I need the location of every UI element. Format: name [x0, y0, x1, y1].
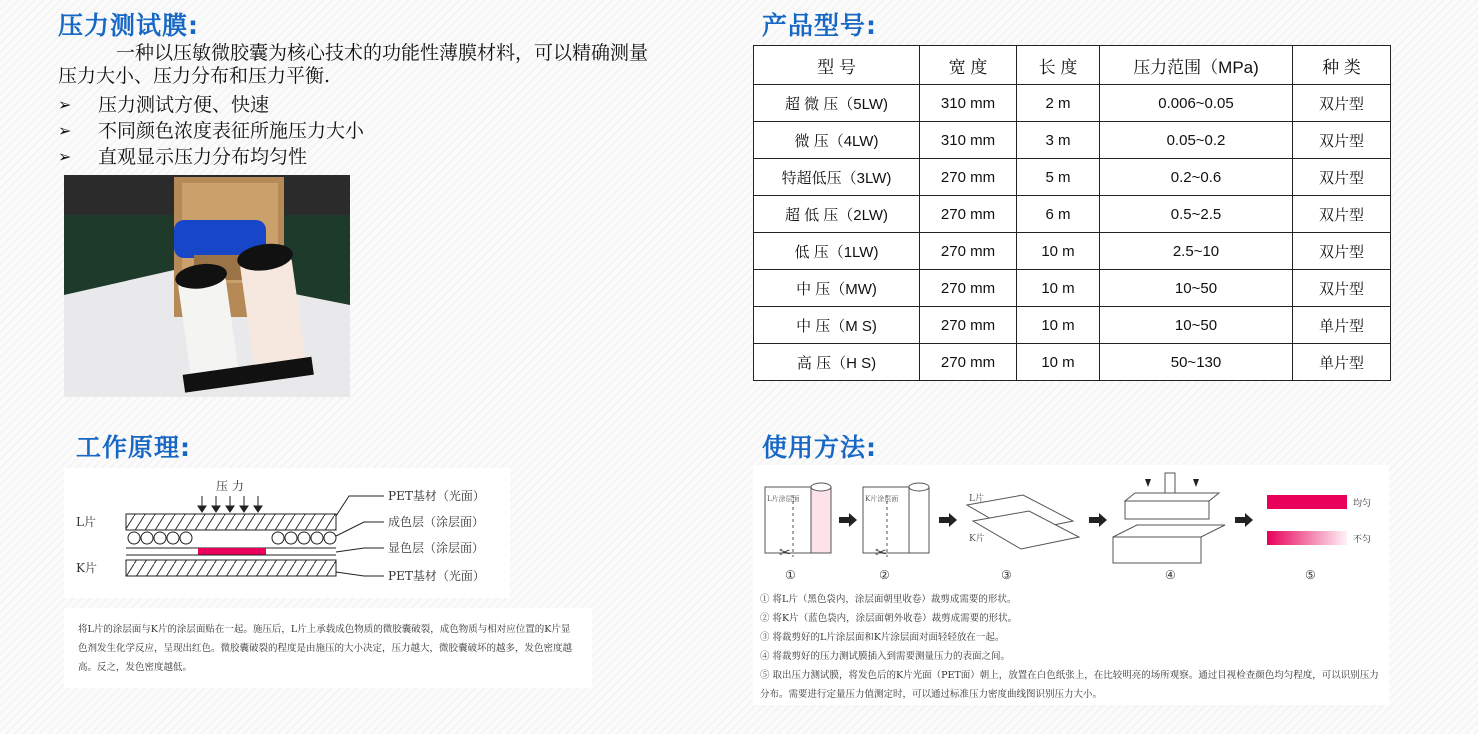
table-cell: 低 压（1LW)	[754, 233, 920, 270]
table-cell: 10~50	[1100, 307, 1293, 344]
list-item-text: 直观显示压力分布均匀性	[98, 146, 308, 168]
pressure-arrows	[198, 496, 262, 512]
section-title-film: 压力测试膜:	[58, 11, 199, 40]
uniform-label: 均匀	[1353, 499, 1372, 509]
arrow-right-icon	[1089, 513, 1107, 527]
table-cell: 270 mm	[920, 270, 1017, 307]
table-cell: 50~130	[1100, 344, 1293, 381]
table-cell: 特超低压（3LW)	[754, 159, 920, 196]
table-cell: 双片型	[1293, 85, 1391, 122]
table-cell: 超 低 压（2LW)	[754, 196, 920, 233]
sheet-label: L片涂层面	[767, 495, 800, 503]
arrow-right-icon	[1235, 513, 1253, 527]
table-cell: 0.5~2.5	[1100, 196, 1293, 233]
sheet-label: L片	[969, 494, 984, 504]
arrow-bullet-icon: ➢	[58, 147, 72, 166]
step-text: ① 将L片（黑色袋内，涂层面朝里收卷）裁剪成需要的形状。	[760, 594, 1017, 605]
table-row	[754, 85, 1391, 122]
arrow-right-icon	[939, 513, 957, 527]
film-rolls-image	[64, 175, 350, 397]
uneven-label: 不匀	[1353, 535, 1372, 545]
list-item	[58, 144, 364, 170]
arrow-bullet-icon: ➢	[58, 121, 72, 140]
table-cell: 双片型	[1293, 196, 1391, 233]
principle-caption: 将L片的涂层面与K片的涂层面贴在一起。施压后，L片上承载成色物质的微胶囊破裂，成色物质与相对应位置的K片显色剂发生化学反应，呈现出红色。微胶囊破裂的程度是由施压的大小决定，压力越大，微胶囊破坏的越多，发色密度越高。反之，发色密度越低。	[64, 608, 592, 688]
table-cell: 5 m	[1017, 159, 1100, 196]
step-number: ①	[785, 568, 796, 582]
table-cell: 270 mm	[920, 159, 1017, 196]
table-cell: 310 mm	[920, 85, 1017, 122]
table-header-row	[754, 46, 1391, 85]
l-sheet-label: L片	[76, 515, 96, 529]
column-header-width: 宽 度	[920, 46, 1017, 85]
table-cell: 单片型	[1293, 307, 1391, 344]
product-model-table	[753, 45, 1391, 381]
table-cell: 高 压（H S)	[754, 344, 920, 381]
list-item	[58, 118, 364, 144]
step-number: ⑤	[1305, 568, 1316, 582]
sheet-label: K片	[969, 534, 985, 544]
principle-diagram	[64, 468, 510, 598]
table-cell: 微 压（4LW)	[754, 122, 920, 159]
step-text: ② 将K片（蓝色袋内，涂层面朝外收卷）裁剪成需要的形状。	[760, 613, 1018, 624]
step4-illustration	[1113, 473, 1225, 563]
table-cell: 10 m	[1017, 344, 1100, 381]
k-pet-substrate	[126, 560, 336, 576]
layer-label: 显色层（涂层面）	[388, 541, 485, 555]
table-cell: 双片型	[1293, 233, 1391, 270]
table-cell: 双片型	[1293, 270, 1391, 307]
intro-paragraph	[58, 42, 658, 88]
table-row	[754, 159, 1391, 196]
table-cell: 0.006~0.05	[1100, 85, 1293, 122]
feature-list	[58, 92, 364, 170]
table-cell: 10 m	[1017, 307, 1100, 344]
column-header-pressure-range: 压力范围（MPa)	[1100, 46, 1293, 85]
k-sheet-label: K片	[76, 561, 97, 575]
table-cell: 0.05~0.2	[1100, 122, 1293, 159]
table-cell: 双片型	[1293, 159, 1391, 196]
step3-illustration	[967, 492, 1079, 549]
table-row	[754, 307, 1391, 344]
table-row	[754, 344, 1391, 381]
uniform-swatch	[1267, 495, 1347, 509]
table-cell: 双片型	[1293, 122, 1391, 159]
column-header-length: 长 度	[1017, 46, 1100, 85]
table-cell: 270 mm	[920, 344, 1017, 381]
table-cell: 0.2~0.6	[1100, 159, 1293, 196]
intro-text: 一种以压敏微胶囊为核心技术的功能性薄膜材料，可以精确测量压力大小、压力分布和压力平衡.	[58, 42, 649, 87]
section-title-principle: 工作原理:	[76, 433, 191, 462]
step-text: ③ 将裁剪好的L片涂层面和K片涂层面对面轻轻放在一起。	[760, 632, 1005, 643]
scissors-icon: ✂	[875, 545, 887, 561]
table-cell: 270 mm	[920, 196, 1017, 233]
uneven-swatch	[1267, 531, 1347, 545]
arrow-right-icon	[839, 513, 857, 527]
sheet-label: K片涂层面	[865, 495, 899, 503]
table-cell: 2.5~10	[1100, 233, 1293, 270]
list-item	[58, 92, 364, 118]
table-cell: 10 m	[1017, 270, 1100, 307]
step-number: ③	[1001, 568, 1012, 582]
layer-label: PET基材（光面）	[388, 569, 485, 583]
step-text: ⑤ 取出压力测试膜，将发色后的K片光面（PET面）朝上，放置在白色纸张上，在比较明亮的场所观察。通过目视检查颜色均匀程度，可以识别压力分布。需要进行定量压力值测定时，可以通过标准压力密度曲线图识别压力大小。	[760, 670, 1379, 700]
table-cell: 超 微 压（5LW)	[754, 85, 920, 122]
table-cell: 2 m	[1017, 85, 1100, 122]
table-cell: 10~50	[1100, 270, 1293, 307]
column-header-type: 种 类	[1293, 46, 1391, 85]
list-item-text: 压力测试方便、快速	[98, 94, 270, 116]
step1-illustration	[765, 483, 831, 561]
scissors-icon: ✂	[779, 545, 791, 561]
list-item-text: 不同颜色浓度表征所施压力大小	[98, 120, 365, 142]
table-cell: 270 mm	[920, 233, 1017, 270]
arrow-bullet-icon: ➢	[58, 95, 72, 114]
step2-illustration	[863, 483, 929, 561]
table-cell: 10 m	[1017, 233, 1100, 270]
table-cell: 270 mm	[920, 307, 1017, 344]
table-cell: 中 压（MW)	[754, 270, 920, 307]
column-header-model: 型 号	[754, 46, 920, 85]
table-row	[754, 233, 1391, 270]
table-cell: 6 m	[1017, 196, 1100, 233]
microcapsule-layer	[128, 532, 336, 544]
table-row	[754, 122, 1391, 159]
usage-steps	[760, 590, 1384, 704]
pressure-label: 压 力	[216, 479, 244, 493]
step-number: ②	[879, 568, 890, 582]
color-reaction-area	[198, 548, 266, 555]
table-cell: 3 m	[1017, 122, 1100, 159]
product-photo	[64, 175, 350, 397]
layer-label: 成色层（涂层面）	[388, 515, 485, 529]
table-cell: 单片型	[1293, 344, 1391, 381]
l-pet-substrate	[126, 514, 336, 530]
section-title-usage: 使用方法:	[762, 433, 877, 462]
table-row	[754, 196, 1391, 233]
table-row	[754, 270, 1391, 307]
section-title-models: 产品型号:	[762, 11, 877, 40]
layer-label: PET基材（光面）	[388, 489, 485, 503]
table-cell: 中 压（M S)	[754, 307, 920, 344]
step-number: ④	[1165, 568, 1176, 582]
step-text: ④ 将裁剪好的压力测试膜插入到需要测量压力的表面之间。	[760, 651, 1011, 662]
table-cell: 310 mm	[920, 122, 1017, 159]
